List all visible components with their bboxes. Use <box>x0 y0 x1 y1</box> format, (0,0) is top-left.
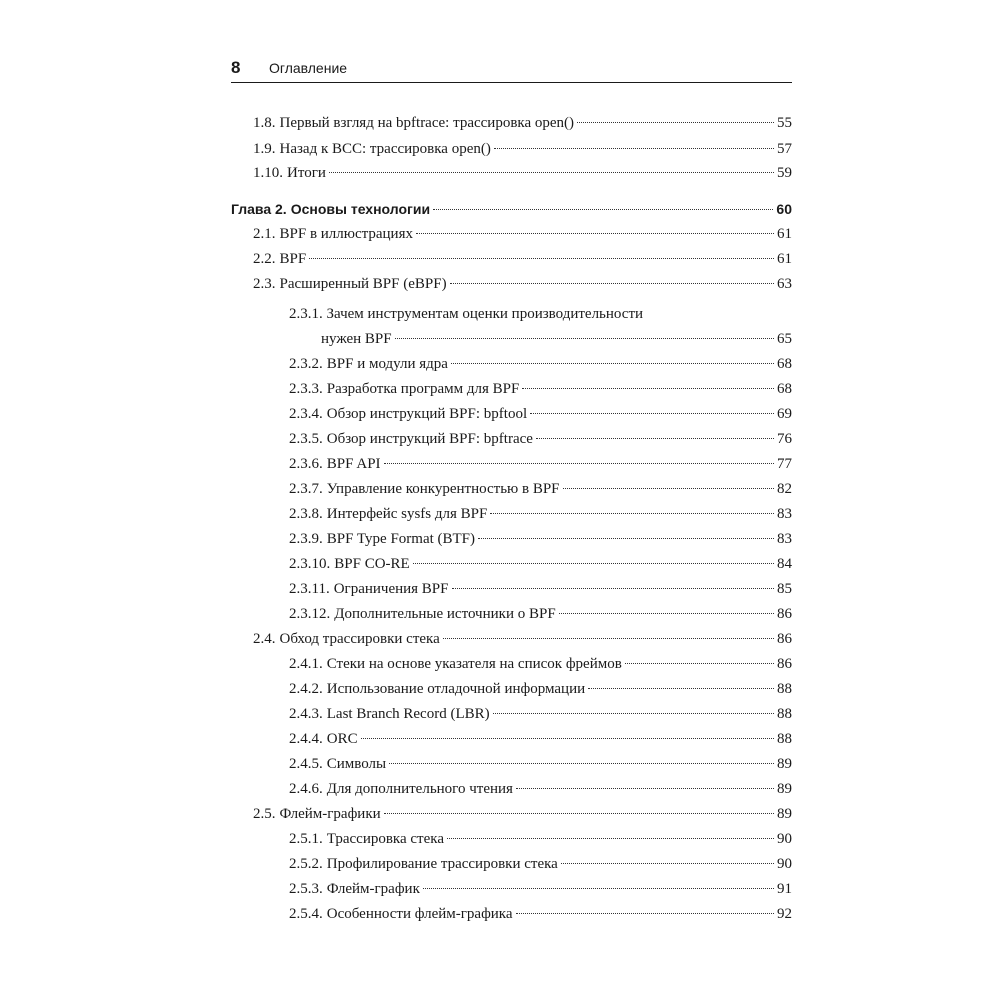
toc-entry[interactable] <box>231 655 792 673</box>
toc-entry-number: 1.10. <box>253 165 283 181</box>
toc-entry-title: Last Branch Record (LBR) <box>326 706 490 722</box>
header-title: Оглавление <box>269 60 348 76</box>
toc-entry-title: BPF Type Format (BTF) <box>326 531 476 547</box>
toc-entry-page: 85 <box>777 581 792 597</box>
toc-entry[interactable] <box>231 405 792 423</box>
dot-leader <box>494 148 774 149</box>
toc-entry[interactable] <box>231 114 792 132</box>
toc-entry-number: 2.3.7. <box>289 481 323 497</box>
toc-entry-number: 2.1. <box>253 226 276 242</box>
toc-entry-page: 55 <box>777 115 792 131</box>
toc-entry-page: 82 <box>777 481 792 497</box>
toc-entry[interactable] <box>231 330 792 348</box>
toc-entry-page: 59 <box>777 165 792 181</box>
toc-entry-number: 2.3.9. <box>289 531 323 547</box>
toc-entry-number: 2.3.5. <box>289 431 323 447</box>
toc-entry-title: Назад к BCC: трассировка open() <box>279 141 491 157</box>
toc-entry[interactable] <box>231 555 792 573</box>
dot-leader <box>361 738 774 739</box>
toc-entry[interactable] <box>231 530 792 548</box>
toc-entry[interactable] <box>231 605 792 623</box>
toc-entry-number: 2.3.2. <box>289 356 323 372</box>
dot-leader <box>516 913 774 914</box>
dot-leader <box>395 338 774 339</box>
toc-entry[interactable] <box>231 455 792 473</box>
dot-leader <box>413 563 774 564</box>
page-number: 8 <box>231 58 241 77</box>
dot-leader <box>493 713 774 714</box>
toc-entry-number: 1.8. <box>253 115 276 131</box>
toc-entry-number: 2.5.3. <box>289 881 323 897</box>
toc-entry-title: Основы технологии <box>290 201 431 217</box>
toc-entry-page: 90 <box>777 831 792 847</box>
dot-leader <box>516 788 774 789</box>
toc-entry-number: 2.3.3. <box>289 381 323 397</box>
dot-leader <box>559 613 774 614</box>
toc-entry-title: Ограничения BPF <box>333 581 449 597</box>
toc-entry-number: 2.4. <box>253 631 276 647</box>
toc-entry-title: Расширенный BPF (eBPF) <box>279 276 447 292</box>
toc-entry[interactable] <box>231 275 792 293</box>
toc-entry-page: 61 <box>777 251 792 267</box>
dot-leader <box>416 233 774 234</box>
toc-entry-title: Разработка программ для BPF <box>326 381 520 397</box>
toc-entry-number: 2.5.4. <box>289 906 323 922</box>
toc-entry-page: 90 <box>777 856 792 872</box>
toc-entry-title: Обзор инструкций BPF: bpftrace <box>326 431 533 447</box>
dot-leader <box>536 438 774 439</box>
toc-entry-title: BPF и модули ядра <box>326 356 448 372</box>
toc-entry-page: 76 <box>777 431 792 447</box>
toc-entry-page: 60 <box>776 201 792 217</box>
running-header <box>231 56 792 83</box>
toc-entry-title: нужен BPF <box>321 331 392 347</box>
toc-entry-page: 68 <box>777 381 792 397</box>
toc-entry-title: Обзор инструкций BPF: bpftool <box>326 406 528 422</box>
toc-entry-title: BPF <box>279 251 307 267</box>
toc-entry[interactable] <box>231 380 792 398</box>
toc-entry-title: BPF CO-RE <box>334 556 410 572</box>
toc-entry-page: 88 <box>777 706 792 722</box>
toc-entry-title: Флейм-график <box>326 881 420 897</box>
toc-entry-page: 65 <box>777 331 792 347</box>
dot-leader <box>384 813 774 814</box>
toc-entry[interactable] <box>231 480 792 498</box>
toc-entry-number: 2.4.6. <box>289 781 323 797</box>
toc-entry-line1 <box>289 305 643 323</box>
toc-entry-number: 2.3.8. <box>289 506 323 522</box>
toc-entry[interactable] <box>231 140 792 158</box>
toc-entry-number: 2.3. <box>253 276 276 292</box>
toc-entry-page: 88 <box>777 731 792 747</box>
toc-entry-number: 2.3.12. <box>289 606 331 622</box>
toc-entry-title: BPF API <box>326 456 381 472</box>
toc-entry-page: 86 <box>777 606 792 622</box>
toc-entry[interactable] <box>231 730 792 748</box>
toc-entry-title: Интерфейс sysfs для BPF <box>326 506 488 522</box>
toc-chapter[interactable] <box>231 200 792 218</box>
toc-entry-title: ORC <box>326 731 358 747</box>
toc-entry-number: 2.4.3. <box>289 706 323 722</box>
toc-entry[interactable] <box>231 355 792 373</box>
dot-leader <box>447 838 774 839</box>
toc-entry[interactable] <box>231 705 792 723</box>
toc-entry[interactable] <box>231 855 792 873</box>
dot-leader <box>577 122 774 123</box>
toc-entry-title: Управление конкурентностью в BPF <box>326 481 560 497</box>
dot-leader <box>478 538 774 539</box>
toc-entry-page: 92 <box>777 906 792 922</box>
toc-entry-page: 88 <box>777 681 792 697</box>
toc-entry-title: Обход трассировки стека <box>279 631 440 647</box>
dot-leader <box>522 388 774 389</box>
toc-entry-page: 63 <box>777 276 792 292</box>
toc-entry[interactable] <box>231 630 792 648</box>
dot-leader <box>490 513 774 514</box>
toc-entry[interactable] <box>231 225 792 243</box>
dot-leader <box>561 863 774 864</box>
toc-entry-number: 2.3.6. <box>289 456 323 472</box>
dot-leader <box>384 463 774 464</box>
toc-entry-title: Символы <box>326 756 387 772</box>
toc-entry-title: Итоги <box>287 165 326 181</box>
toc-entry-title: Для дополнительного чтения <box>326 781 513 797</box>
toc-entry-page: 89 <box>777 756 792 772</box>
toc-entry-title-line1: Зачем инструментам оценки производительности <box>326 306 644 322</box>
toc-entry-number: 2.4.5. <box>289 756 323 772</box>
toc-entry-number: 2.5.2. <box>289 856 323 872</box>
toc-entry-title: Использование отладочной информации <box>326 681 586 697</box>
toc-entry-number: 2.3.10. <box>289 556 331 572</box>
toc-entry-title: Особенности флейм-графика <box>326 906 513 922</box>
toc-entry-number: 2.2. <box>253 251 276 267</box>
toc-entry[interactable] <box>231 780 792 798</box>
toc-entry-page: 86 <box>777 656 792 672</box>
dot-leader <box>423 888 774 889</box>
toc-entry[interactable] <box>231 430 792 448</box>
toc-entry-page: 89 <box>777 806 792 822</box>
toc-entry-title: Первый взгляд на bpftrace: трассировка open() <box>279 115 575 131</box>
dot-leader <box>450 283 774 284</box>
toc-entry-page: 89 <box>777 781 792 797</box>
dot-leader <box>433 209 773 210</box>
toc-entry[interactable] <box>231 805 792 823</box>
toc-entry-page: 77 <box>777 456 792 472</box>
toc-entry-page: 86 <box>777 631 792 647</box>
toc-entry-title: Стеки на основе указателя на список фреймов <box>326 656 622 672</box>
toc-entry-page: 69 <box>777 406 792 422</box>
toc-entry[interactable] <box>231 830 792 848</box>
toc-entry-number: 2.5.1. <box>289 831 323 847</box>
toc-entry-number: 2.3.11. <box>289 581 330 597</box>
toc-entry-number: 2.4.1. <box>289 656 323 672</box>
dot-leader <box>329 172 774 173</box>
toc-entry-page: 57 <box>777 141 792 157</box>
toc-entry-number: 2.3.4. <box>289 406 323 422</box>
toc-entry[interactable] <box>231 580 792 598</box>
dot-leader <box>563 488 774 489</box>
toc-entry-number: 2.3.1. <box>289 306 327 322</box>
toc-entry-title: Профилирование трассировки стека <box>326 856 558 872</box>
dot-leader <box>588 688 774 689</box>
dot-leader <box>625 663 774 664</box>
toc-entry[interactable] <box>231 905 792 923</box>
dot-leader <box>309 258 774 259</box>
dot-leader <box>389 763 774 764</box>
toc-entry[interactable] <box>231 164 792 182</box>
toc-entry-page: 84 <box>777 556 792 572</box>
toc-entry[interactable] <box>231 680 792 698</box>
toc-entry-number: 2.5. <box>253 806 276 822</box>
dot-leader <box>451 363 774 364</box>
toc-entry-page: 61 <box>777 226 792 242</box>
dot-leader <box>443 638 774 639</box>
toc-entry[interactable] <box>231 505 792 523</box>
toc-entry-title: BPF в иллюстрациях <box>279 226 413 242</box>
toc-entry-page: 83 <box>777 531 792 547</box>
toc-entry-title: Дополнительные источники о BPF <box>334 606 556 622</box>
toc-entry-number: Глава 2. <box>231 201 287 217</box>
dot-leader <box>530 413 774 414</box>
toc-entry[interactable] <box>231 880 792 898</box>
toc-entry[interactable] <box>231 755 792 773</box>
toc-entry-number: 2.4.4. <box>289 731 323 747</box>
toc-entry-page: 68 <box>777 356 792 372</box>
dot-leader <box>452 588 775 589</box>
toc-entry-title: Трассировка стека <box>326 831 444 847</box>
toc-entry-title: Флейм-графики <box>279 806 381 822</box>
toc-entry-number: 2.4.2. <box>289 681 323 697</box>
toc-entry[interactable] <box>231 250 792 268</box>
toc-entry-page: 91 <box>777 881 792 897</box>
toc-entry-page: 83 <box>777 506 792 522</box>
toc-entry-number: 1.9. <box>253 141 276 157</box>
